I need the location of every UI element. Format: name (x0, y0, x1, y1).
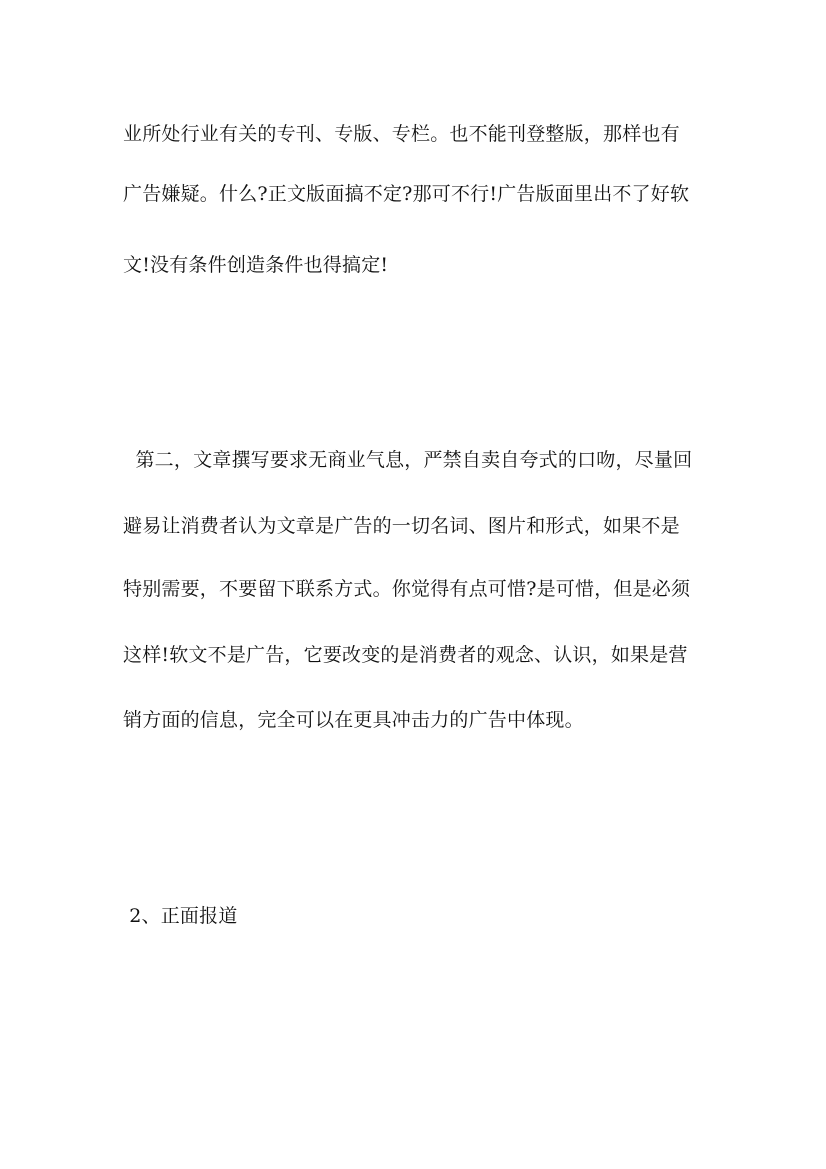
paragraph2-line-1: 第二，文章撰写要求无商业气息，严禁自卖自夸式的口吻，尽量回 (123, 449, 693, 471)
paragraph1-line-1: 业所处行业有关的专刊、专版、专栏。也不能刊登整版，那样也有 (123, 123, 680, 145)
paragraph1-line-3: 文!没有条件创造条件也得搞定! (123, 254, 389, 276)
paragraph2-line-2: 避易让消费者认为文章是广告的一切名词、图片和形式，如果不是 (123, 515, 680, 537)
paragraph2-line-5: 销方面的信息，完全可以在更具冲击力的广告中体现。 (123, 709, 584, 731)
section-heading: 2、正面报道 (123, 905, 238, 927)
paragraph2-line-4: 这样!软文不是广告，它要改变的是消费者的观念、认识，如果是营 (123, 644, 688, 666)
paragraph1-line-2: 广告嫌疑。什么?正文版面搞不定?那可不行!广告版面里出不了好软 (123, 183, 690, 205)
paragraph2-line-3: 特别需要，不要留下联系方式。你觉得有点可惜?是可惜，但是必须 (123, 578, 691, 600)
